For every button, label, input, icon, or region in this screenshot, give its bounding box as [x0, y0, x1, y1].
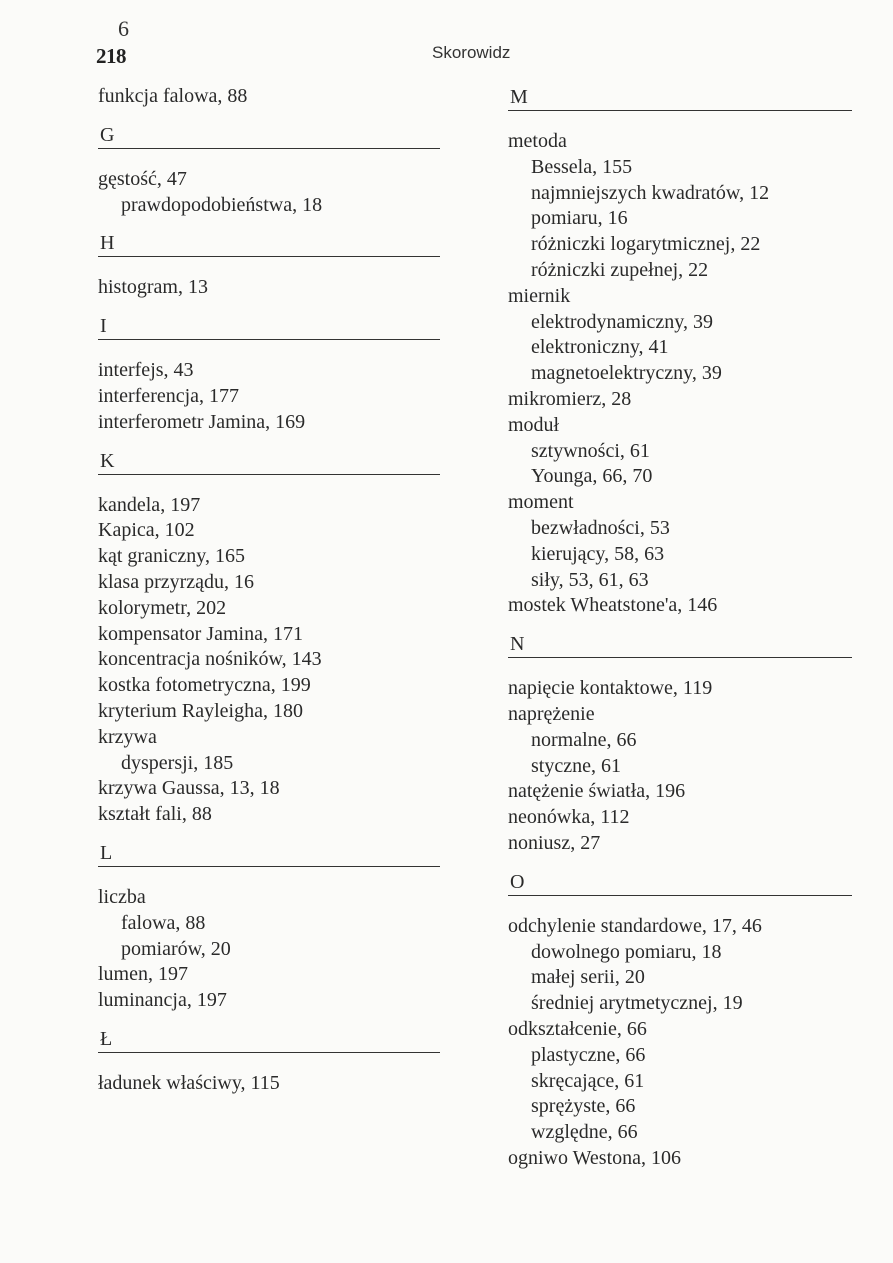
- index-subentry: sztywności, 61: [531, 439, 650, 462]
- index-entry: krzywa Gaussa, 13, 18: [98, 777, 280, 800]
- index-entry: funkcja falowa, 88: [98, 85, 248, 107]
- index-entry: krzywa: [98, 725, 157, 748]
- index-subentry: pomiaru, 16: [531, 207, 628, 230]
- index-subentry: bezwładności, 53: [531, 516, 670, 539]
- index-subentry: sprężyste, 66: [531, 1095, 636, 1118]
- index-entry: moduł: [508, 413, 560, 436]
- index-entry: histogram, 13: [98, 276, 208, 299]
- index-entry: interferencja, 177: [98, 384, 240, 407]
- index-entry: kąt graniczny, 165: [98, 545, 245, 568]
- index-entry: odkształcenie, 66: [508, 1017, 647, 1040]
- index-column-left: [98, 84, 440, 1109]
- index-subentry: elektrodynamiczny, 39: [531, 310, 713, 333]
- index-subentry: plastyczne, 66: [531, 1043, 646, 1066]
- index-entry: gęstość, 47: [98, 167, 187, 190]
- index-entry: kompensator Jamina, 171: [98, 622, 303, 645]
- index-entry: luminancja, 197: [98, 989, 227, 1012]
- index-entry: kształt fali, 88: [98, 803, 212, 826]
- index-subentry: Bessela, 155: [531, 155, 633, 178]
- index-entry: odchylenie standardowe, 17, 46: [508, 914, 762, 937]
- index-subentry: różniczki zupełnej, 22: [531, 258, 709, 281]
- index-entry: napięcie kontaktowe, 119: [508, 677, 713, 700]
- section-letter-header: L: [98, 840, 440, 867]
- index-entry: neonówka, 112: [508, 806, 630, 829]
- index-subentry: różniczki logarytmicznej, 22: [531, 233, 761, 256]
- index-subentry: najmniejszych kwadratów, 12: [531, 181, 770, 204]
- index-subentry: elektroniczny, 41: [531, 336, 669, 359]
- index-entry: kryterium Rayleigha, 180: [98, 699, 303, 722]
- index-subentry: normalne, 66: [531, 728, 637, 751]
- section-letter-header: M: [508, 84, 852, 111]
- index-entry: ogniwo Westona, 106: [508, 1146, 682, 1169]
- section-letter-header: H: [98, 230, 440, 257]
- index-entry: klasa przyrządu, 16: [98, 570, 255, 593]
- index-entry: mikromierz, 28: [508, 387, 632, 410]
- index-subentry: średniej arytmetycznej, 19: [531, 992, 743, 1015]
- index-entry: liczba: [98, 885, 146, 908]
- index-subentry: siły, 53, 61, 63: [531, 568, 649, 591]
- index-subentry: dyspersji, 185: [121, 751, 234, 774]
- index-entry: naprężenie: [508, 702, 595, 725]
- index-subentry: dowolnego pomiaru, 18: [531, 940, 722, 963]
- section-letter-header: K: [98, 448, 440, 475]
- index-subentry: Younga, 66, 70: [531, 465, 653, 488]
- index-subentry: pomiarów, 20: [121, 937, 231, 960]
- index-entry: Kapica, 102: [98, 519, 195, 542]
- section-letter-header: O: [508, 869, 852, 896]
- index-subentry: styczne, 61: [531, 754, 621, 777]
- section-letter-header: N: [508, 631, 852, 658]
- index-entry: moment: [508, 491, 574, 514]
- index-subentry: małej serii, 20: [531, 966, 645, 989]
- index-entry: interferometr Jamina, 169: [98, 410, 306, 433]
- index-subentry: magnetoelektryczny, 39: [531, 362, 722, 385]
- index-entry: interfejs, 43: [98, 359, 194, 382]
- page-number: 218: [96, 44, 126, 68]
- handwritten-page-number: 6: [118, 16, 129, 41]
- index-subentry: skręcające, 61: [531, 1069, 645, 1092]
- index-subentry: prawdopodobieństwa, 18: [121, 193, 323, 216]
- index-subentry: kierujący, 58, 63: [531, 542, 665, 565]
- index-entry: miernik: [508, 284, 571, 307]
- index-entry: lumen, 197: [98, 963, 188, 986]
- index-subentry: względne, 66: [531, 1121, 638, 1144]
- index-entry: ładunek właściwy, 115: [98, 1071, 280, 1094]
- index-entry: kostka fotometryczna, 199: [98, 674, 311, 697]
- index-subentry: falowa, 88: [121, 911, 206, 934]
- section-letter-header: I: [98, 313, 440, 340]
- section-letter-header: Ł: [98, 1026, 440, 1053]
- index-entry: koncentracja nośników, 143: [98, 648, 322, 671]
- index-column-right: [508, 84, 852, 1184]
- index-entry: kandela, 197: [98, 493, 201, 516]
- index-entry: kolorymetr, 202: [98, 596, 227, 619]
- index-entry: natężenie światła, 196: [508, 780, 686, 803]
- index-entry: metoda: [508, 130, 567, 152]
- index-entry: mostek Wheatstone'a, 146: [508, 594, 718, 617]
- running-header-title: Skorowidz: [432, 43, 511, 62]
- section-letter-header: G: [98, 122, 440, 149]
- index-entry: noniusz, 27: [508, 831, 601, 854]
